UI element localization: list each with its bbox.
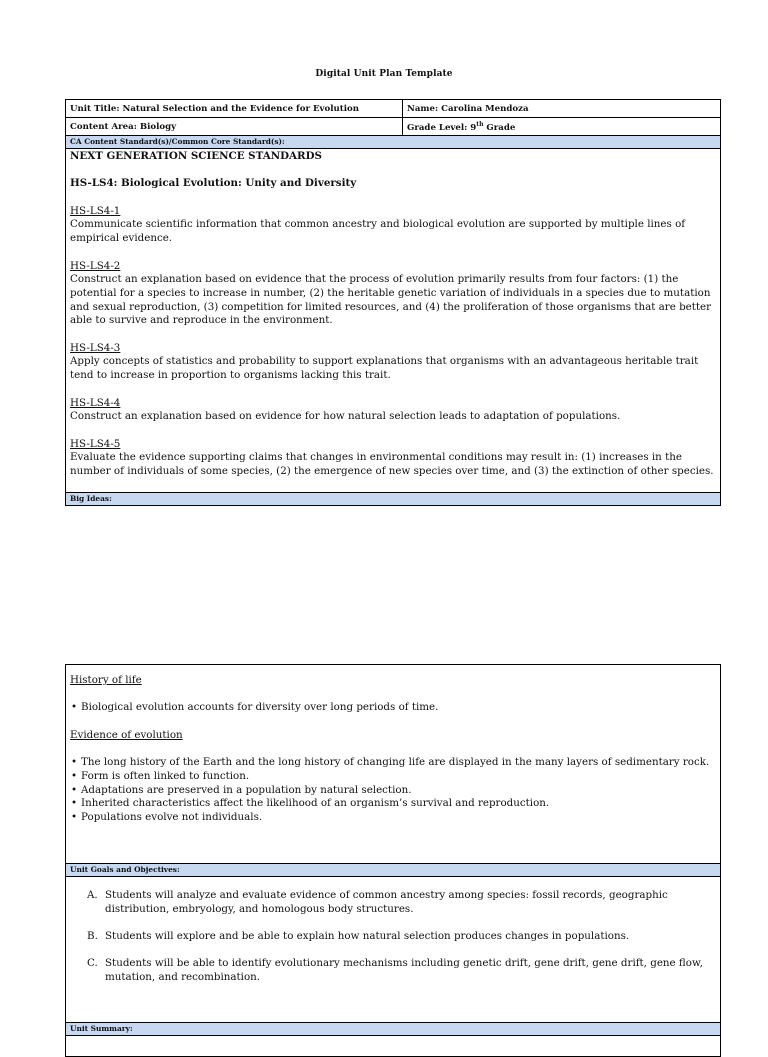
goal-text: Students will explore and be able to explain how natural selection produces changes in populations. (105, 930, 630, 943)
unit-plan-header-table (65, 99, 721, 506)
standard-code: HS-LS4-4 (70, 396, 121, 409)
goals-label: Unit Goals and Objectives: (66, 864, 721, 877)
unit-summary-cell (66, 1036, 721, 1057)
standards-heading: NEXT GENERATION SCIENCE STANDARDS (70, 150, 322, 162)
goal-marker: B. (87, 930, 98, 943)
big-idea-section-title: History of life (70, 674, 142, 686)
standard-item (70, 438, 716, 479)
standard-code: HS-LS4-3 (70, 341, 121, 354)
grade-level-cell (403, 118, 721, 136)
big-ideas-label: Big Ideas: (66, 493, 721, 506)
big-ideas-sections (70, 674, 716, 825)
goal-item (87, 889, 716, 916)
big-idea-section-title: Evidence of evolution (70, 728, 183, 741)
big-ideas-cell (66, 665, 721, 864)
unit-title-cell: Unit Title: Natural Selection and the Evidence for Evolution (66, 100, 403, 118)
goals-list (70, 889, 716, 985)
standard-text: Apply concepts of statistics and probability to support explanations that organisms with an advantageous heritable trait tend to increase in proportion to organisms lacking this trait. (70, 355, 699, 382)
standard-item (70, 260, 716, 329)
big-idea-bullet: • Populations evolve not individuals. (70, 811, 716, 825)
standard-text: Construct an explanation based on evidence that the process of evolution primarily results from four factors: (1) the potential for a species to increase in number, (2) the heritable genetic variation of individuals in a species due to mutation and sexual reproduction, (3) competition for limited resources, and (4) the proliferation of those organisms that are better able to survive and reproduce in the environment. (70, 273, 712, 327)
document-title: Digital Unit Plan Template (315, 69, 453, 79)
standards-cell (66, 149, 721, 493)
teacher-name-cell: Name: Carolina Mendoza (403, 100, 721, 118)
standard-item (70, 205, 716, 246)
content-area-cell: Content Area: Biology (66, 118, 403, 136)
unit-summary-label: Unit Summary: (66, 1023, 721, 1036)
big-idea-bullet: • Biological evolution accounts for diversity over long periods of time. (70, 701, 716, 715)
standard-code: HS-LS4-2 (70, 259, 121, 272)
standard-text: Communicate scientific information that common ancestry and biological evolution are supported by multiple lines of empirical evidence. (70, 218, 686, 245)
goal-item (87, 930, 716, 944)
standard-text: Construct an explanation based on evidence for how natural selection leads to adaptation of populations. (70, 410, 621, 423)
big-idea-bullet: • Adaptations are preserved in a population by natural selection. (70, 784, 716, 798)
standard-code: HS-LS4-5 (70, 437, 121, 450)
goal-text: Students will be able to identify evolutionary mechanisms including genetic drift, gene drift, gene drift, gene flow, mutation, and recombination. (105, 957, 703, 984)
grade-level-superscript: th (476, 120, 484, 128)
standard-code: HS-LS4-1 (70, 204, 121, 217)
standards-subheading: HS-LS4: Biological Evolution: Unity and Diversity (70, 177, 357, 190)
unit-plan-continued-table (65, 664, 721, 1057)
goal-marker: C. (87, 957, 98, 970)
big-idea-bullet: • Form is often linked to function. (70, 770, 716, 784)
goal-text: Students will analyze and evaluate evidence of common ancestry among species: fossil records, geographic distribution, embryology, and homologous body structures. (105, 889, 668, 915)
standards-label: CA Content Standard(s)/Common Core Standard(s): (66, 136, 721, 149)
goals-cell (66, 877, 721, 1023)
big-idea-bullet: • Inherited characteristics affect the likelihood of an organism’s survival and reproduction. (70, 797, 716, 811)
big-idea-bullets (70, 701, 716, 715)
standard-text: Evaluate the evidence supporting claims that changes in environmental conditions may result in: (1) increases in the number of individuals of some species, (2) the emergence of new species over time, and (3) the extinction of other species. (70, 451, 714, 478)
big-idea-bullet: • The long history of the Earth and the long history of changing life are displayed in the many layers of sedimentary rock. (70, 756, 716, 770)
big-idea-bullets (70, 756, 716, 825)
grade-level-prefix: Grade Level: 9 (407, 122, 477, 133)
goal-marker: A. (87, 889, 98, 901)
standard-item (70, 342, 716, 383)
goal-item (87, 957, 716, 984)
grade-level-suffix: Grade (483, 122, 516, 133)
standards-list (70, 205, 716, 479)
standard-item (70, 397, 716, 424)
